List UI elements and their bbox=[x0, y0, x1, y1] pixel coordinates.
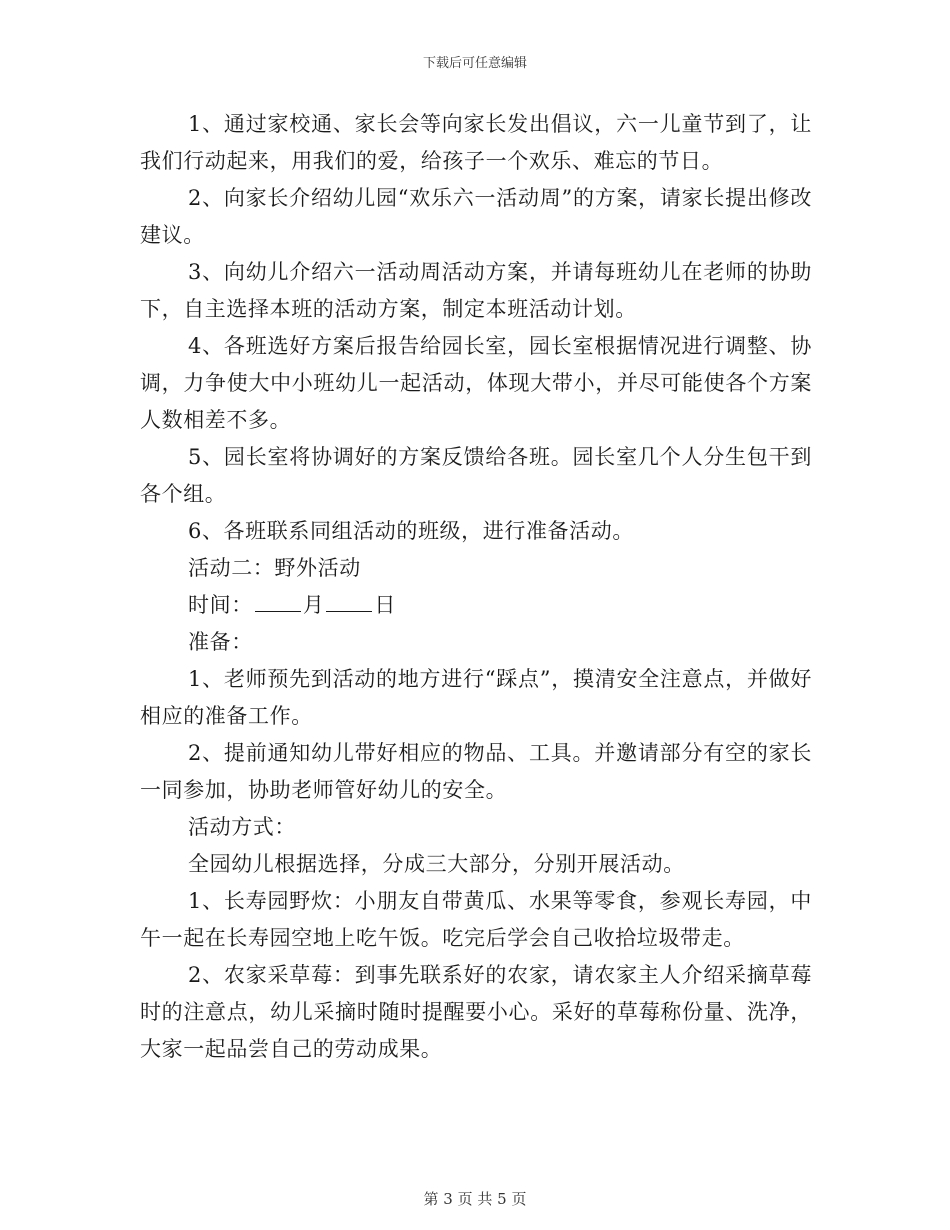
paragraph-picnic: 1、长寿园野炊：小朋友自带黄瓜、水果等零食，参观长寿园，中午一起在长寿园空地上吃午饭。吃完后学会自己收拾垃圾带走。 bbox=[140, 889, 812, 950]
paragraph-contact-classes: 6、各班联系同组活动的班级，进行准备活动。 bbox=[188, 519, 634, 543]
page-footer: 第 3 页 共 5 页 bbox=[423, 1190, 527, 1208]
preparation-heading: 准备： bbox=[188, 630, 253, 654]
month-blank bbox=[255, 591, 301, 612]
paragraph-report-office: 4、各班选好方案后报告给园长室，园长室根据情况进行调整、协调，力争使大中小班幼儿一起活动，体现大带小，并尽可能使各个方案人数相差不多。 bbox=[140, 334, 812, 432]
paragraph-introduce-plan: 2、向家长介绍幼儿园“欢乐六一活动周”的方案，请家长提出修改建议。 bbox=[140, 186, 812, 247]
paragraph-notify-items: 2、提前通知幼儿带好相应的物品、工具。并邀请部分有空的家长一同参加，协助老师管好幼儿的安全。 bbox=[140, 741, 812, 802]
document-body bbox=[140, 106, 812, 1068]
time-line bbox=[140, 587, 812, 624]
activity-two-heading: 活动二：野外活动 bbox=[188, 556, 361, 580]
paragraph-three-groups: 全园幼儿根据选择，分成三大部分，分别开展活动。 bbox=[188, 852, 685, 876]
paragraph-scout-site: 1、老师预先到活动的地方进行“踩点”，摸清安全注意点，并做好相应的准备工作。 bbox=[140, 667, 812, 728]
paragraph-feedback: 5、园长室将协调好的方案反馈给各班。园长室几个人分生包干到各个组。 bbox=[140, 445, 812, 506]
paragraph-notify-parents: 1、通过家校通、家长会等向家长发出倡议，六一儿童节到了，让我们行动起来，用我们的爱，给孩子一个欢乐、难忘的节日。 bbox=[140, 112, 812, 173]
day-label: 日 bbox=[374, 593, 397, 617]
month-label: 月 bbox=[302, 593, 325, 617]
page-header: 下载后可任意编辑 bbox=[422, 56, 527, 71]
paragraph-introduce-children: 3、向幼儿介绍六一活动周活动方案，并请每班幼儿在老师的协助下，自主选择本班的活动方案，制定本班活动计划。 bbox=[140, 260, 812, 321]
day-blank bbox=[326, 591, 372, 612]
time-label: 时间： bbox=[188, 593, 253, 617]
paragraph-strawberry: 2、农家采草莓：到事先联系好的农家，请农家主人介绍采摘草莓时的注意点，幼儿采摘时随时提醒要小心。采好的草莓称份量、洗净，大家一起品尝自己的劳动成果。 bbox=[140, 963, 812, 1061]
activity-method-heading: 活动方式： bbox=[188, 815, 296, 839]
